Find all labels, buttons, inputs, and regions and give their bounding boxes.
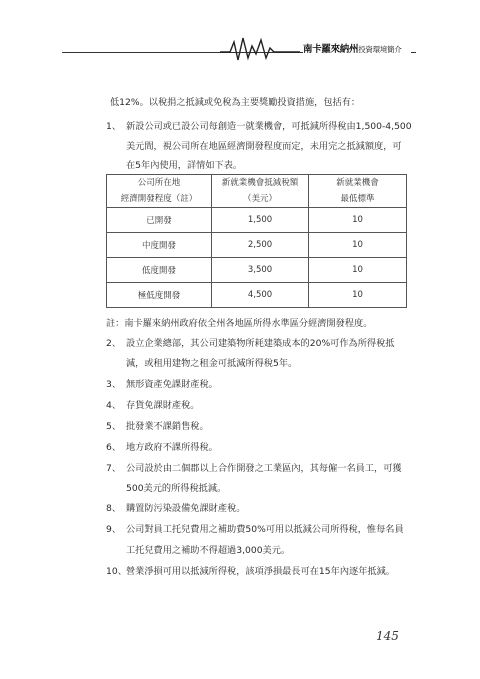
table-row [107,283,407,308]
item-number: 2、 [106,338,122,349]
item-number: 7、 [106,463,122,474]
item-text-continued: 減，或租用建物之租金可抵減所得稅5年。 [126,358,298,369]
table-cell: 已開發 [107,208,212,233]
header-title: 南卡羅來納州 [303,44,359,55]
table-cell: 3,500 [212,258,309,283]
list-item-10 [106,566,395,578]
item-text: 營業淨損可用以抵減所得稅，該項淨損最長可在15年內逐年抵減。 [126,566,395,577]
item-text: 公司設於由二個郡以上合作開發之工業區內，其每僱一名員工，可獲 [126,463,402,474]
table-row [107,258,407,283]
table-note: 註：南卡羅來納州政府依全州各地區所得水準區分經濟開發程度。 [106,318,373,329]
list-item-4 [106,400,200,412]
list-item-1 [106,121,412,133]
list-item-9 [106,524,404,536]
item-number: 4、 [106,400,122,411]
item-number: 3、 [106,379,122,390]
table-cell: 10 [309,283,407,308]
item-text: 新設公司或已設公司每創造一就業機會，可抵減所得稅由1,500-4,500 [126,121,412,132]
item-number: 6、 [106,442,122,453]
item-text: 批發業不課銷售稅。 [126,421,209,432]
item-text-continued: 工托兒費用之補助不得超過3,000美元。 [126,545,291,556]
item-text: 公司對員工托兒費用之補助費50%可用以抵減公司所得稅，惟每名員 [126,524,404,535]
list-item-3 [106,379,218,391]
column-header: 新就業機會 最低標準 [309,175,407,208]
intro-text: 低12%。以稅捐之抵減或免稅為主要獎勵投資措施，包括有： [110,97,361,108]
table-cell: 10 [309,208,407,233]
table-header-row [107,175,407,208]
item-number: 10、 [106,566,127,577]
table-row [107,233,407,258]
item-text-continued: 500美元的所得稅抵減。 [126,483,227,494]
column-header: 新就業機會抵減稅額 （美元） [212,175,309,208]
item-number: 5、 [106,421,122,432]
header-subtitle: 投資環境簡介 [358,45,402,54]
table-cell: 極低度開發 [107,283,212,308]
item-number: 9、 [106,524,122,535]
list-item-2 [106,338,394,350]
tax-credit-table [106,174,407,308]
table-cell: 低度開發 [107,258,212,283]
table-cell: 4,500 [212,283,309,308]
table-cell: 1,500 [212,208,309,233]
item-text: 購置防污染設備免課財產稅。 [126,503,246,514]
list-item-7 [106,463,402,475]
item-number: 1、 [106,121,122,132]
item-text-continued: 在5年內使用，詳情如下表。 [126,160,243,171]
running-header [303,41,411,55]
table-cell: 2,500 [212,233,309,258]
list-item-5 [106,421,209,433]
item-text: 存貨免課財產稅。 [126,400,200,411]
item-number: 8、 [106,503,122,514]
column-header: 公司所在地 經濟開發程度（註） [107,175,212,208]
item-text: 地方政府不課所得稅。 [126,442,218,453]
item-text: 無形資產免課財產稅。 [126,379,218,390]
list-item-8 [106,503,245,515]
table-row [107,208,407,233]
page-number: 145 [376,629,399,643]
table-cell: 10 [309,233,407,258]
table-cell: 10 [309,258,407,283]
item-text: 設立企業總部，其公司建築物所耗建築成本的20%可作為所得稅抵 [126,338,395,349]
list-item-6 [106,442,218,454]
table-cell: 中度開發 [107,233,212,258]
item-text-continued: 美元間，視公司所在地區經濟開發程度而定，未用完之抵減額度，可 [126,141,402,152]
heartbeat-wave-icon [220,36,300,62]
